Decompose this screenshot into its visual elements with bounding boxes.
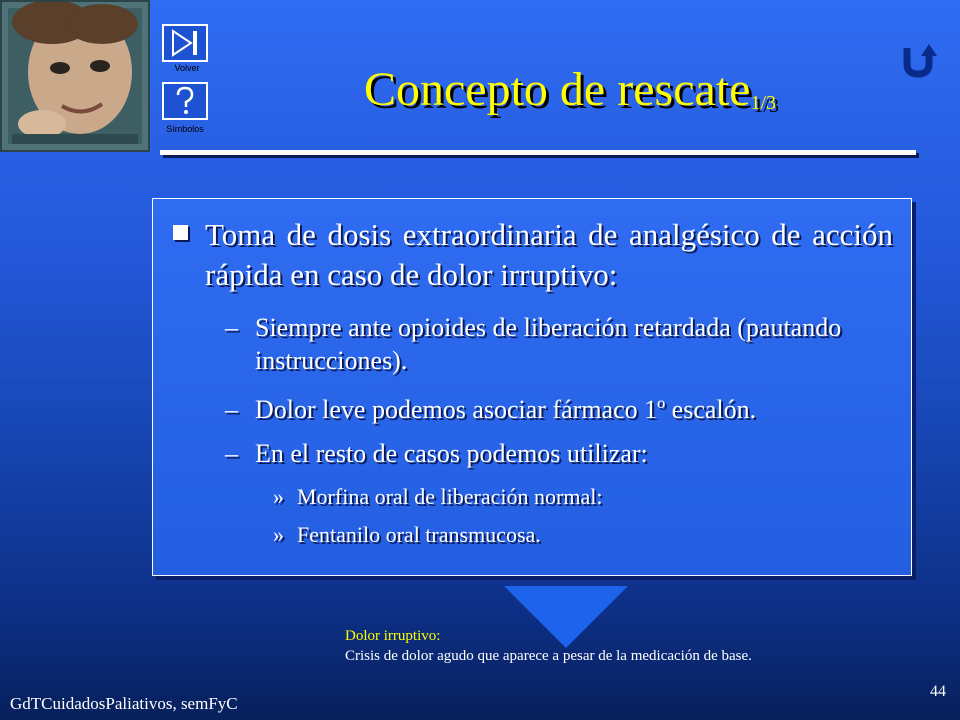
sub-item: [219, 437, 899, 470]
title-subscript: 1/3: [750, 92, 777, 114]
title-divider: [160, 150, 916, 155]
sub-item-text: En el resto de casos podemos utilizar:: [255, 439, 648, 468]
title-text: Concepto de rescate: [363, 63, 751, 116]
note-text: Crisis de dolor agudo que aparece a pesar de la medicación de base.: [345, 648, 752, 664]
sub-sub-item-text: Morfina oral de liberación normal:: [297, 484, 603, 509]
portrait-image: [0, 0, 150, 152]
raquo-glyph: »: [273, 484, 284, 509]
sub-item-text: Dolor leve podemos asociar fármaco 1º escalón.: [255, 395, 757, 424]
note-title: Dolor irruptivo:: [345, 628, 441, 644]
sub-item: [219, 393, 899, 426]
definition-note: [345, 626, 752, 666]
dash-glyph: –: [225, 395, 238, 424]
slide-title: [250, 62, 890, 117]
sub-item: [219, 311, 899, 377]
u-turn-arrow-icon[interactable]: [899, 40, 939, 80]
dash-glyph: –: [225, 313, 238, 342]
symbols-button[interactable]: [162, 82, 208, 120]
footer-credit: GdTCuidadosPaliativos, semFyC: [10, 694, 238, 713]
sub-item-text: Siempre ante opioides de liberación retardada (pautando instrucciones).: [255, 313, 842, 375]
dash-glyph: –: [225, 439, 238, 468]
page-number: 44: [930, 683, 946, 700]
back-button[interactable]: [162, 24, 208, 62]
play-end-icon: [164, 26, 206, 60]
question-icon: [164, 84, 206, 118]
sub-sub-item: [271, 483, 871, 511]
back-label: Volver: [174, 63, 200, 73]
symbols-label: Símbolos: [166, 124, 204, 134]
sub-sub-item-text: Fentanilo oral transmucosa.: [297, 522, 541, 547]
raquo-glyph: »: [273, 522, 284, 547]
main-bullet: Toma de dosis extraordinaria de analgésico de acción rápida en caso de dolor irruptivo:: [205, 217, 893, 292]
sub-sub-item: [271, 521, 871, 549]
content-box: [152, 198, 912, 576]
